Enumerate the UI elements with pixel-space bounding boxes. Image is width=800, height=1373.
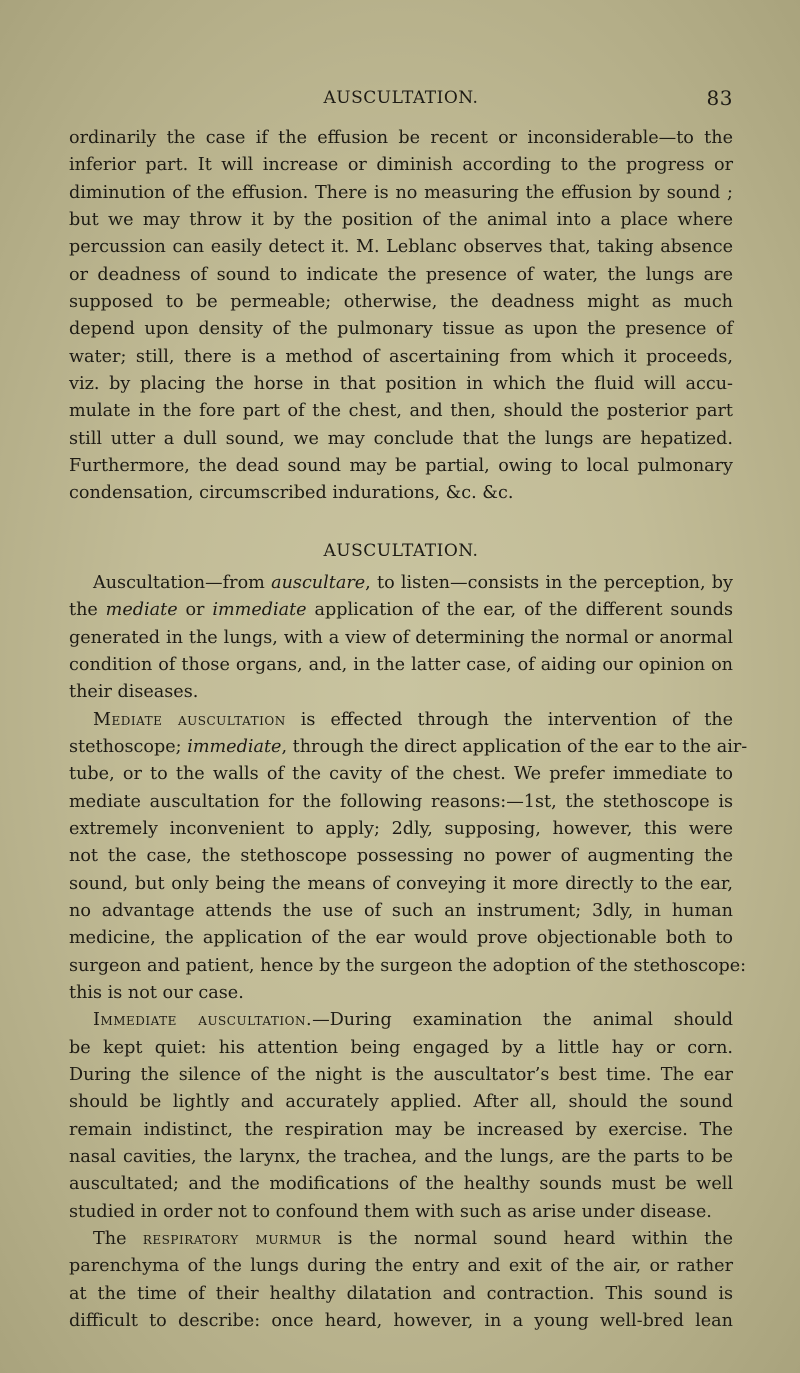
running-head-title: AUSCULTATION.: [323, 88, 479, 108]
italic-term: immediate: [187, 736, 282, 757]
text-segment: Auscultation—from: [93, 572, 272, 593]
text-line: at the time of their healthy dilatation and contraction. This sound is: [69, 1283, 733, 1304]
paragraph-mediate-auscultation: [69, 707, 748, 1008]
text-line: diminution of the effusion. There is no measuring the effusion by sound ;: [69, 182, 733, 203]
text-line: not the case, the stethoscope possessing no power of augmenting the: [69, 846, 733, 867]
text-line: still utter a dull sound, we may conclude that the lungs are hepatized.: [69, 428, 733, 449]
text-line: difficult to describe: once heard, however, in a young well-bred lean: [69, 1311, 733, 1332]
text-line: [69, 707, 733, 734]
text-line: studied in order not to confound them with such as arise under disease.: [69, 1201, 712, 1222]
text-line: generated in the lungs, with a view of determining the normal or anormal: [69, 627, 733, 648]
text-line: nasal cavities, the larynx, the trachea, and the lungs, are the parts to be: [69, 1147, 733, 1168]
running-head: [69, 86, 733, 114]
text-segment: The: [93, 1229, 143, 1250]
text-line: depend upon density of the pulmonary tissue as upon the presence of: [69, 319, 733, 340]
text-line: this is not our case.: [69, 982, 244, 1003]
italic-term: immediate: [212, 600, 307, 621]
book-page: [69, 86, 748, 1335]
text-segment: , through the direct application of the ear to the air-: [281, 736, 748, 757]
text-line: surgeon and patient, hence by the surgeon the adoption of the stethoscope:: [69, 955, 747, 976]
text-line: inferior part. It will increase or diminish according to the progress or: [69, 155, 733, 176]
text-segment: —During examination the animal should: [312, 1010, 733, 1031]
text-segment: application of the ear, of the different sounds: [306, 600, 733, 621]
text-line: condition of those organs, and, in the latter case, of aiding our opinion on: [69, 654, 733, 675]
text-line: Furthermore, the dead sound may be partial, owing to local pulmonary: [69, 456, 733, 477]
text-line: During the silence of the night is the auscultator’s best time. The ear: [69, 1065, 733, 1085]
text-line: mulate in the fore part of the chest, and then, should the posterior part: [69, 401, 733, 422]
text-line: [69, 734, 748, 761]
text-line: parenchyma of the lungs during the entry and exit of the air, or rather: [69, 1256, 733, 1277]
text-line: [69, 1226, 733, 1253]
text-line: condensation, circumscribed indurations, &c. &c.: [69, 483, 514, 504]
small-caps-term: Mediate auscultation: [93, 709, 286, 730]
text-line: ordinarily the case if the effusion be recent or inconsiderable—to the: [69, 128, 733, 148]
text-line: remain indistinct, the respiration may be increased by exercise. The: [69, 1119, 733, 1140]
text-line: supposed to be permeable; otherwise, the deadness might as much: [69, 292, 733, 313]
small-caps-term: Immediate auscultation.: [93, 1010, 313, 1031]
text-line: medicine, the application of the ear would prove objectionable both to: [69, 928, 733, 949]
paragraph-immediate-auscultation: [69, 1007, 733, 1226]
text-line: [69, 570, 733, 597]
italic-term: mediate: [105, 600, 178, 621]
text-line: no advantage attends the use of such an instrument; 3dly, in human: [69, 900, 733, 921]
text-line: but we may throw it by the position of the animal into a place where: [69, 210, 733, 231]
text-line: mediate auscultation for the following reasons:—1st, the stethoscope is: [69, 791, 733, 812]
italic-term: auscultare: [271, 572, 366, 593]
page-body: [69, 125, 748, 1335]
text-segment: is the normal sound heard within the: [321, 1229, 733, 1250]
text-line: or deadness of sound to indicate the presence of water, the lungs are: [69, 264, 733, 285]
text-line: [69, 1007, 733, 1034]
text-line: be kept quiet: his attention being engaged by a little hay or corn.: [69, 1037, 733, 1058]
small-caps-term: respiratory murmur: [142, 1229, 322, 1250]
paragraph-auscultation-definition: [69, 570, 733, 707]
text-line: auscultated; and the modifications of the healthy sounds must be well: [69, 1174, 733, 1195]
text-segment: stethoscope;: [69, 736, 188, 757]
text-segment: is effected through the intervention of the: [285, 709, 734, 730]
text-line: should be lightly and accurately applied. After all, should the sound: [69, 1092, 733, 1113]
section-heading: AUSCULTATION.: [323, 540, 479, 561]
paragraph-respiratory-murmur: [69, 1226, 733, 1335]
text-segment: the: [69, 600, 106, 621]
text-line: percussion can easily detect it. M. Leblanc observes that, taking absence: [69, 237, 733, 258]
text-line: sound, but only being the means of conveying it more directly to the ear,: [69, 873, 733, 894]
text-line: viz. by placing the horse in that position in which the fluid will accu-: [69, 374, 733, 395]
text-line: tube, or to the walls of the cavity of the chest. We prefer immediate to: [69, 764, 733, 785]
text-line: their diseases.: [69, 682, 199, 703]
text-line: water; still, there is a method of ascertaining from which it proceeds,: [69, 346, 733, 367]
text-line: [69, 597, 733, 624]
paragraph-effusion-continued: [69, 125, 733, 508]
text-segment: , to listen—consists in the perception, by: [365, 572, 733, 593]
text-line: extremely inconvenient to apply; 2dly, supposing, however, this were: [69, 818, 733, 839]
page-number: 83: [706, 86, 733, 110]
text-segment: or: [177, 600, 213, 621]
